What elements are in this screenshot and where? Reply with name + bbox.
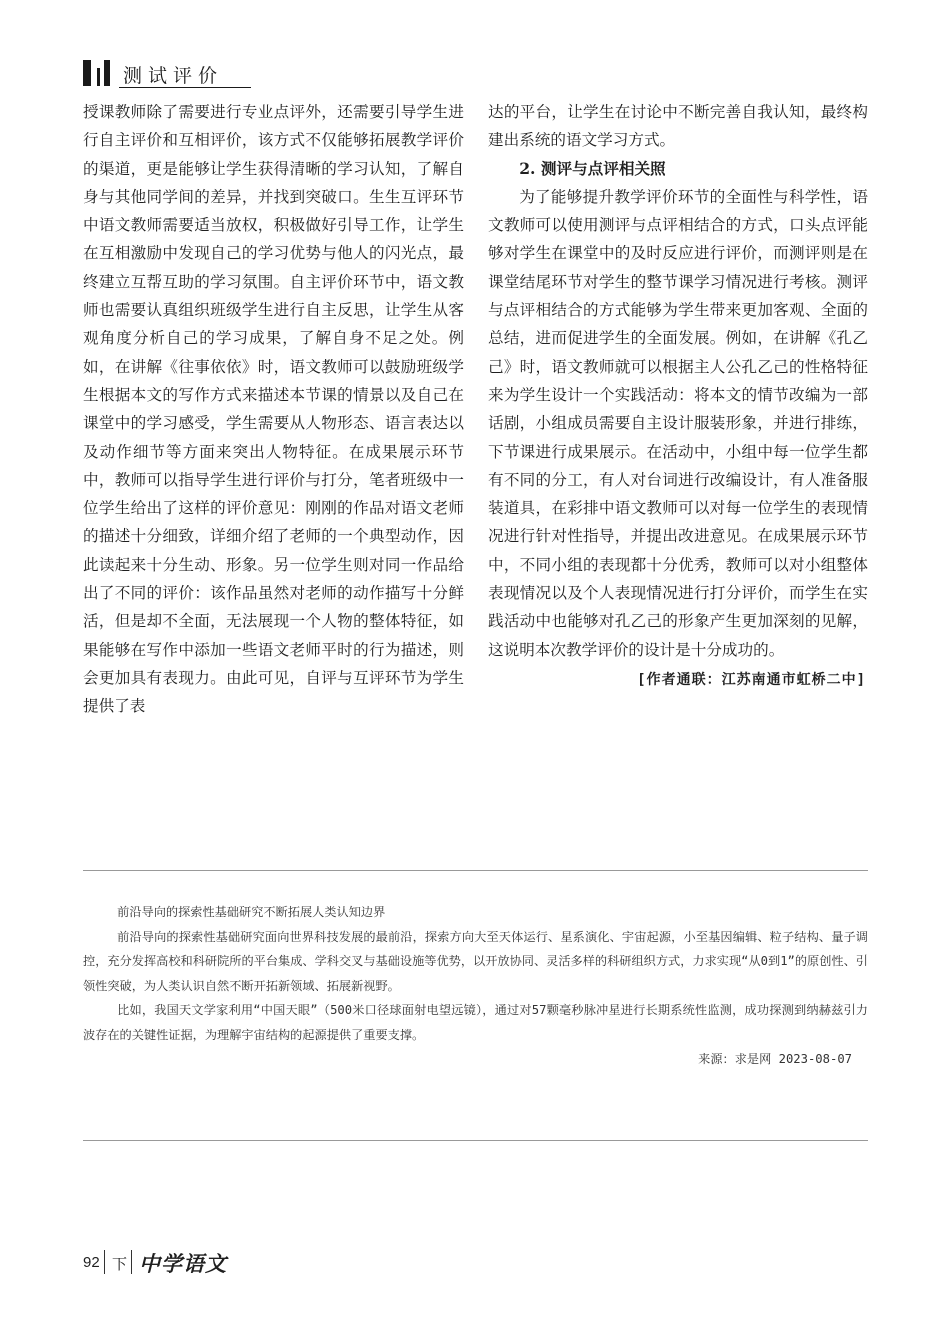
section-title: 测试评价	[123, 65, 224, 87]
sidebar-box	[83, 900, 868, 1072]
box-bottom-rule	[83, 1140, 868, 1141]
box-source: 来源：求是网 2023-08-07	[698, 1052, 852, 1066]
volume-label: 下	[112, 1255, 128, 1273]
header-underline	[119, 87, 251, 88]
box-paragraph: 比如，我国天文学家利用“中国天眼”（500米口径球面射电望远镜），通过对57颗毫秒脉冲星进行长期系统性监测，成功探测到纳赫兹引力波存在的关键性证据，为理解宇宙结构的起源提供了重要支撑。	[83, 1003, 868, 1042]
body-paragraph: 为了能够提升教学评价环节的全面性与科学性，语文教师可以使用测评与点评相结合的方式，口头点评能够对学生在课堂中的及时反应进行评价，而测评则是在课堂结尾环节对学生的整节课学习情况进行考核。测评与点评相结合的方式能够为学生带来更加客观、全面的总结，进而促进学生的全面发展。例如，在讲解《孔乙己》时，语文教师就可以根据主人公孔乙己的性格特征来为学生设计一个实践活动：将本文的情节改编为一部话剧，小组成员需要自主设计服装形象，并进行排练，下节课进行成果展示。在活动中，小组中每一位学生都有不同的分工，有人对台词进行改编设计，有人准备服装道具，在彩排中语文教师可以对每一位学生的表现情况进行针对性指导，并提出改进意见。在成果展示环节中，不同小组的表现都十分优秀，教师可以对小组整体表现情况以及个人表现情况进行打分评价，而学生在实践活动中也能够对孔乙己的形象产生更加深刻的见解，这说明本次教学评价的设计是十分成功的。	[488, 187, 868, 659]
body-paragraph-continuation: 达的平台，让学生在讨论中不断完善自我认知，最终构建出系统的语文学习方式。	[488, 103, 868, 150]
header-bar-decoration	[83, 60, 91, 86]
body-paragraph: 授课教师除了需要进行专业点评外，还需要引导学生进行自主评价和互相评价，该方式不仅能够拓展教学评价的渠道，更是能够让学生获得清晰的学习认知，了解自身与其他同学间的差异，并找到突破口。生生互评环节中语文教师需要适当放权，积极做好引导工作，让学生在互相激励中发现自己的学习优势与他人的闪光点，最终建立互帮互助的学习氛围。自主评价环节中，语文教师也需要认真组织班级学生进行自主反思，让学生从客观角度分析自己的学习成果，了解自身不足之处。例如，在讲解《往事依依》时，语文教师可以鼓励班级学生根据本文的写作方式来描述本节课的情景以及自己在课堂中的学习感受，学生需要从人物形态、语言表达以及动作细节等方面来突出人物特征。在成果展示环节中，教师可以指导学生进行评价与打分，笔者班级中一位学生给出了这样的评价意见：刚刚的作品对语文老师的描述十分细致，详细介绍了老师的一个典型动作，因此读起来十分生动、形象。另一位学生则对同一作品给出了不同的评价：该作品虽然对老师的动作描写十分鲜活，但是却不全面，无法展现一个人物的整体特征，如果能够在写作中添加一些语文老师平时的行为描述，则会更加具有表现力。由此可见，自评与互评环节为学生提供了表	[83, 103, 464, 716]
subheading: 2. 测评与点评相关照	[519, 158, 666, 178]
page-number: 92	[83, 1254, 100, 1271]
header-bar-decoration	[97, 68, 100, 86]
right-column	[488, 98, 868, 694]
left-column	[83, 98, 464, 721]
footer-divider	[104, 1250, 105, 1274]
box-top-rule	[83, 870, 868, 871]
header-bar-decoration	[104, 60, 110, 86]
section-header	[83, 56, 253, 90]
author-note: [作者通联：江苏南通市虹桥二中]	[637, 671, 866, 688]
box-title: 前沿导向的探索性基础研究不断拓展人类认知边界	[117, 905, 386, 919]
journal-logo: 中学语文	[139, 1251, 227, 1276]
footer-divider	[131, 1250, 132, 1274]
box-paragraph: 前沿导向的探索性基础研究面向世界科技发展的最前沿，探索方向大至天体运行、星系演化、宇宙起源，小至基因编辑、粒子结构、量子调控，充分发挥高校和科研院所的平台集成、学科交叉与基础设施等优势，以开放协同、灵活多样的科研组织方式，力求实现“从0到1”的原创性、引领性突破，为人类认识自然不断开拓新领域、拓展新视野。	[83, 929, 868, 993]
